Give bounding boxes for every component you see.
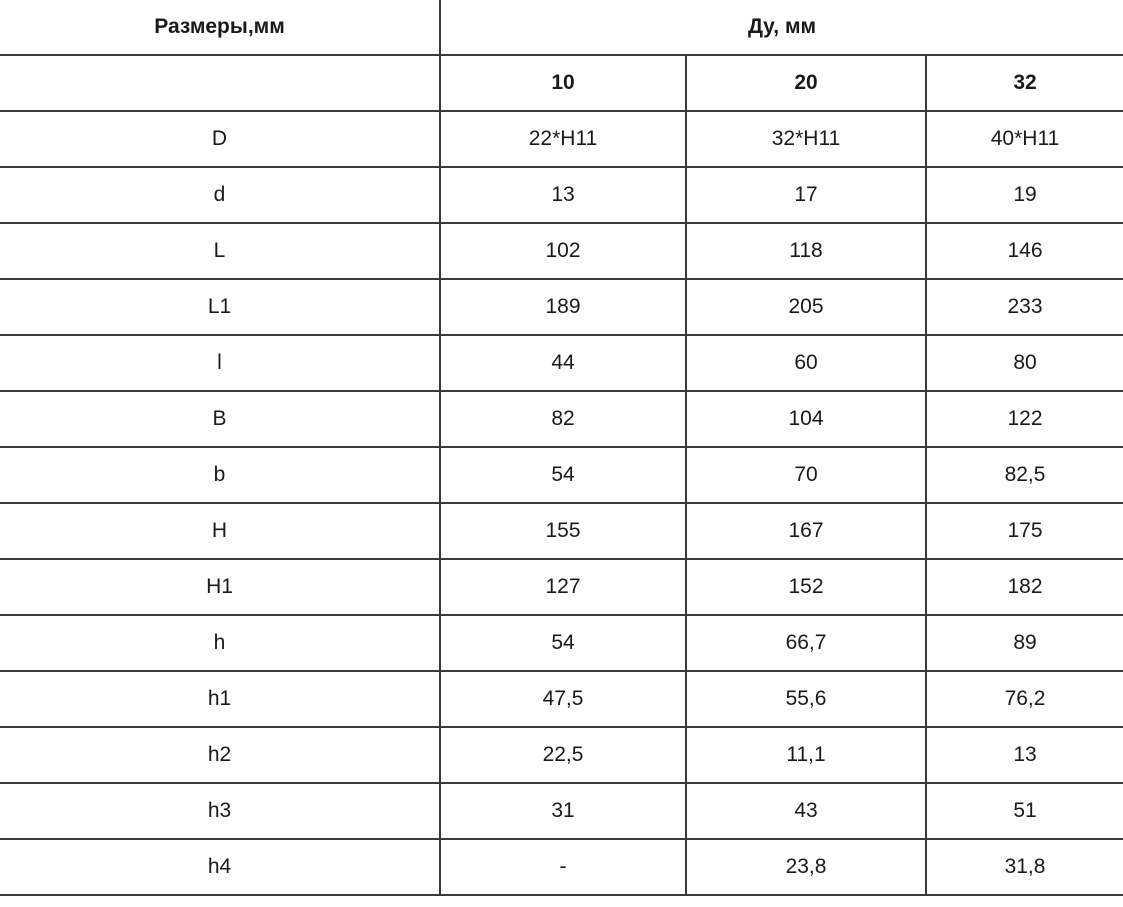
row-label-H1: H1 (0, 559, 440, 615)
cell-d-10: 13 (440, 167, 686, 223)
table-header-row (0, 0, 1123, 55)
table-row (0, 671, 1123, 727)
header-sizes-label: Размеры,мм (0, 0, 440, 55)
cell-L1-32: 233 (926, 279, 1123, 335)
cell-h1-10: 47,5 (440, 671, 686, 727)
header-du-group-label: Ду, мм (440, 0, 1123, 55)
cell-h4-32: 31,8 (926, 839, 1123, 895)
row-label-h2: h2 (0, 727, 440, 783)
subheader-col-32: 32 (926, 55, 1123, 111)
table-row (0, 615, 1123, 671)
table-row (0, 223, 1123, 279)
row-label-h3: h3 (0, 783, 440, 839)
cell-l-32: 80 (926, 335, 1123, 391)
row-label-h1: h1 (0, 671, 440, 727)
cell-H-10: 155 (440, 503, 686, 559)
table-row (0, 391, 1123, 447)
cell-B-10: 82 (440, 391, 686, 447)
cell-h-10: 54 (440, 615, 686, 671)
table-row (0, 783, 1123, 839)
cell-h1-32: 76,2 (926, 671, 1123, 727)
row-label-b: b (0, 447, 440, 503)
table-row (0, 111, 1123, 167)
cell-h3-20: 43 (686, 783, 926, 839)
cell-h2-20: 11,1 (686, 727, 926, 783)
cell-L-20: 118 (686, 223, 926, 279)
table-row (0, 447, 1123, 503)
subheader-col-20: 20 (686, 55, 926, 111)
cell-l-10: 44 (440, 335, 686, 391)
table-row (0, 503, 1123, 559)
subheader-empty-cell (0, 55, 440, 111)
cell-b-10: 54 (440, 447, 686, 503)
cell-h3-10: 31 (440, 783, 686, 839)
row-label-h4: h4 (0, 839, 440, 895)
row-label-l: l (0, 335, 440, 391)
cell-b-32: 82,5 (926, 447, 1123, 503)
cell-h1-20: 55,6 (686, 671, 926, 727)
cell-B-32: 122 (926, 391, 1123, 447)
table-row (0, 727, 1123, 783)
cell-h4-20: 23,8 (686, 839, 926, 895)
cell-H-32: 175 (926, 503, 1123, 559)
cell-D-10: 22*H11 (440, 111, 686, 167)
table-row (0, 839, 1123, 895)
cell-h4-10: - (440, 839, 686, 895)
row-label-h: h (0, 615, 440, 671)
cell-D-20: 32*H11 (686, 111, 926, 167)
cell-b-20: 70 (686, 447, 926, 503)
table-row (0, 335, 1123, 391)
cell-H-20: 167 (686, 503, 926, 559)
row-label-D: D (0, 111, 440, 167)
cell-L-10: 102 (440, 223, 686, 279)
row-label-L1: L1 (0, 279, 440, 335)
table-row (0, 167, 1123, 223)
cell-h3-32: 51 (926, 783, 1123, 839)
cell-H1-32: 182 (926, 559, 1123, 615)
cell-L1-10: 189 (440, 279, 686, 335)
cell-h2-32: 13 (926, 727, 1123, 783)
cell-d-32: 19 (926, 167, 1123, 223)
cell-D-32: 40*H11 (926, 111, 1123, 167)
table-row (0, 279, 1123, 335)
cell-h2-10: 22,5 (440, 727, 686, 783)
row-label-d: d (0, 167, 440, 223)
row-label-H: H (0, 503, 440, 559)
subheader-col-10: 10 (440, 55, 686, 111)
cell-L1-20: 205 (686, 279, 926, 335)
cell-B-20: 104 (686, 391, 926, 447)
table-row (0, 559, 1123, 615)
row-label-L: L (0, 223, 440, 279)
row-label-B: B (0, 391, 440, 447)
cell-H1-10: 127 (440, 559, 686, 615)
cell-d-20: 17 (686, 167, 926, 223)
cell-h-32: 89 (926, 615, 1123, 671)
cell-l-20: 60 (686, 335, 926, 391)
table-subheader-row (0, 55, 1123, 111)
cell-h-20: 66,7 (686, 615, 926, 671)
cell-L-32: 146 (926, 223, 1123, 279)
cell-H1-20: 152 (686, 559, 926, 615)
